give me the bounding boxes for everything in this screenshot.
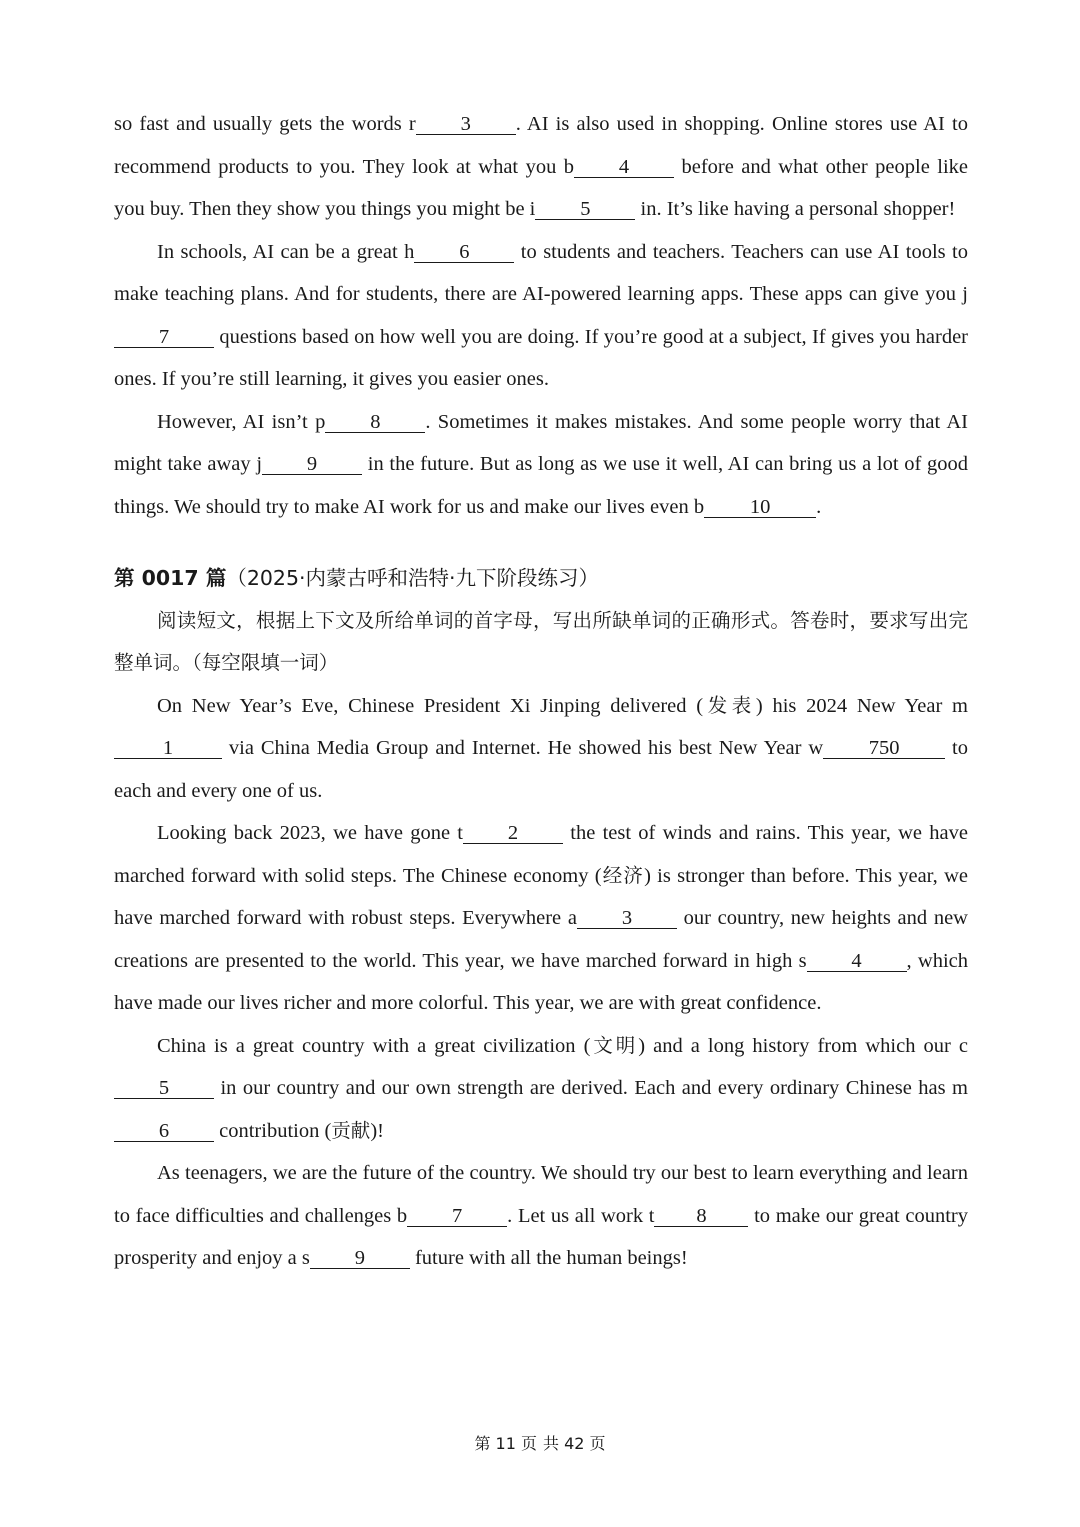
page-number: 第 11 页 [474, 1434, 537, 1453]
blank-7[interactable]: 7 [407, 1206, 507, 1227]
blank-3[interactable]: 3 [416, 114, 516, 135]
blank-6[interactable]: 6 [114, 1121, 214, 1142]
passage-instructions: 阅读短文，根据上下文及所给单词的首字母，写出所缺单词的正确形式。答卷时，要求写出完整单词。（每空限填一词） [114, 608, 968, 674]
page-footer [0, 1432, 1080, 1456]
page-content [114, 103, 968, 1280]
blank-750[interactable]: 750 [823, 738, 945, 759]
blank-8[interactable]: 8 [325, 412, 425, 433]
blank-8[interactable]: 8 [654, 1206, 748, 1227]
passage-number: 第 0017 篇 [114, 566, 227, 590]
blank-2[interactable]: 2 [463, 823, 563, 844]
blank-9[interactable]: 9 [310, 1248, 410, 1269]
passage-a-paragraph-1: so fast and usually gets the words r 3 . AI is also used in shopping. Online stores use AI to recommend products to you. They look at what you b 4 before and what other people like you buy. Then they show you things you might be i 5 in. It’s like having a personal shopper! [114, 113, 968, 220]
passage-b-paragraph-3: China is a great country with a great civilization (文明) and a long history from which our c5 in our country and our own strength are derived. Each and every ordinary Chinese has m6 contribution (贡献)! [114, 1025, 968, 1153]
passage-source: （2025·内蒙古呼和浩特·九下阶段练习） [226, 566, 600, 590]
passage-a-paragraph-3: However, AI isn’t p 8 . Sometimes it makes mistakes. And some people worry that AI might take away j 9 in the future. But as long as we use it well, AI can bring us a lot of good things. We should try to make AI work for us and make our lives even b 10 . [114, 410, 968, 518]
blank-9[interactable]: 9 [262, 454, 362, 475]
passage-b-paragraph-4: As teenagers, we are the future of the country. We should try our best to learn everything and learn to face difficulties and challenges b 7 . Let us all work t 8 to make our great country prosperity and enjoy a s 9 future with all the human beings! [114, 1162, 968, 1269]
blank-10[interactable]: 10 [704, 497, 816, 518]
passage-a-paragraph-2: In schools, AI can be a great h 6 to students and teachers. Teachers can use AI tools to make teaching plans. And for students, there are AI-powered learning apps. These apps can give you j7 questions based on how well you are doing. If you’re good at a subject, If gives you harder ones. If you’re still learning, it gives you easier ones. [114, 240, 968, 390]
blank-5[interactable]: 5 [114, 1078, 214, 1099]
blank-1[interactable]: 1 [114, 738, 222, 759]
blank-3[interactable]: 3 [577, 908, 677, 929]
total-pages: 共 42 页 [543, 1434, 606, 1453]
blank-7[interactable]: 7 [114, 327, 214, 348]
passage-b-paragraph-1: On New Year’s Eve, Chinese President Xi Jinping delivered (发表) his 2024 New Year m1 via China Media Group and Internet. He showed his best New Year w 750 to each and every one of us. [114, 693, 968, 802]
blank-6[interactable]: 6 [414, 242, 514, 263]
blank-4[interactable]: 4 [574, 157, 674, 178]
blank-4[interactable]: 4 [807, 951, 907, 972]
blank-5[interactable]: 5 [535, 199, 635, 220]
passage-b-paragraph-2: Looking back 2023, we have gone t 2 the test of winds and rains. This year, we have marched forward with solid steps. The Chinese economy (经济) is stronger than before. This year, we have marched forward with robust steps. Everywhere a 3 our country, new heights and new creations are presented to the world. This year, we have marched forward in high s 4 , which have made our lives richer and more colorful. This year, we are with great confidence. [114, 822, 968, 1014]
passage-heading [114, 557, 968, 600]
